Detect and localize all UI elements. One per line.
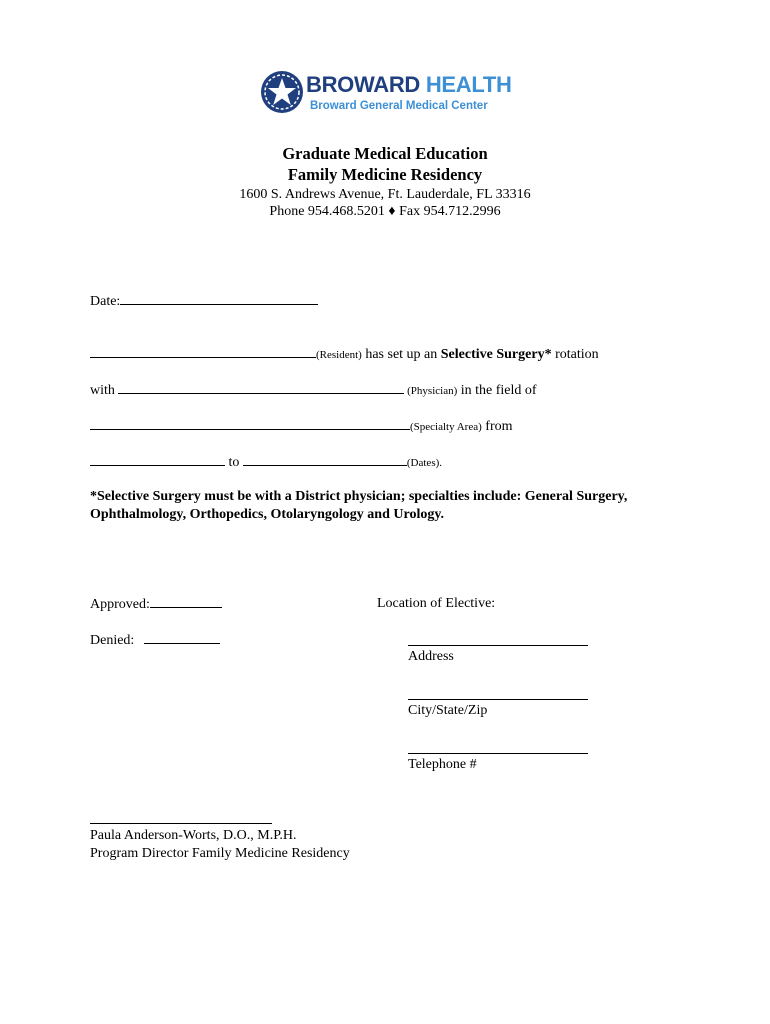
with-label: with: [90, 383, 119, 398]
telephone-field[interactable]: [408, 753, 588, 754]
phone-fax-line: Phone 954.468.5201 ♦ Fax 954.712.2996: [269, 204, 501, 219]
denied-field[interactable]: [144, 631, 220, 644]
telephone-label: Telephone #: [408, 757, 477, 772]
specialty-hint: (Specialty Area): [410, 421, 482, 433]
approved-row: [90, 595, 222, 613]
denied-label: Denied:: [90, 633, 135, 648]
end-date-field[interactable]: [243, 453, 407, 466]
broward-health-logo: [260, 70, 510, 116]
physician-row: [90, 381, 537, 400]
title-line-1: Graduate Medical Education: [282, 144, 488, 163]
resident-text-a: has set up an: [361, 347, 441, 362]
approved-label: Approved:: [90, 597, 150, 612]
city-state-zip-label: City/State/Zip: [408, 703, 488, 718]
approved-field[interactable]: [150, 595, 222, 608]
address-field[interactable]: [408, 645, 588, 646]
physician-hint: (Physician): [404, 385, 458, 397]
logo-subtitle: Broward General Medical Center: [310, 100, 488, 112]
to-label: to: [225, 455, 243, 470]
dates-row: [90, 453, 442, 472]
address-label: Address: [408, 649, 454, 664]
city-state-zip-field[interactable]: [408, 699, 588, 700]
signature-line[interactable]: [90, 823, 272, 824]
star-seal-icon: [260, 70, 304, 114]
field-of-label: in the field of: [457, 383, 537, 398]
from-label: from: [481, 419, 513, 434]
date-label: Date:: [90, 294, 121, 309]
logo-brand-dark: BROWARD: [306, 72, 421, 97]
logo-brand-light: HEALTH: [425, 72, 512, 97]
location-heading: Location of Elective:: [377, 596, 496, 611]
address-line: 1600 S. Andrews Avenue, Ft. Lauderdale, FL 33316: [239, 187, 531, 202]
signatory-title: Program Director Family Medicine Residency: [90, 846, 350, 861]
specialty-row: [90, 417, 513, 436]
signatory-name: Paula Anderson-Worts, D.O., M.P.H.: [90, 828, 297, 843]
resident-hint: (Resident): [316, 349, 362, 361]
dates-hint: (Dates).: [406, 457, 443, 469]
selective-surgery-note: *Selective Surgery must be with a District physician; specialties include: General Surgery, Ophthalmology, Orthopedics, Otolaryngology and Urology.: [90, 489, 628, 522]
date-field[interactable]: [120, 292, 318, 305]
physician-field[interactable]: [118, 381, 404, 394]
date-row: [90, 292, 318, 310]
resident-field[interactable]: [90, 345, 316, 358]
denied-row: [90, 631, 220, 649]
resident-text-b: rotation: [551, 347, 599, 362]
title-line-2: Family Medicine Residency: [287, 165, 483, 184]
resident-row: [90, 345, 599, 364]
selective-surgery-label: Selective Surgery*: [440, 347, 552, 362]
logo-brand-text: [306, 72, 512, 98]
start-date-field[interactable]: [90, 453, 225, 466]
specialty-field[interactable]: [90, 417, 410, 430]
